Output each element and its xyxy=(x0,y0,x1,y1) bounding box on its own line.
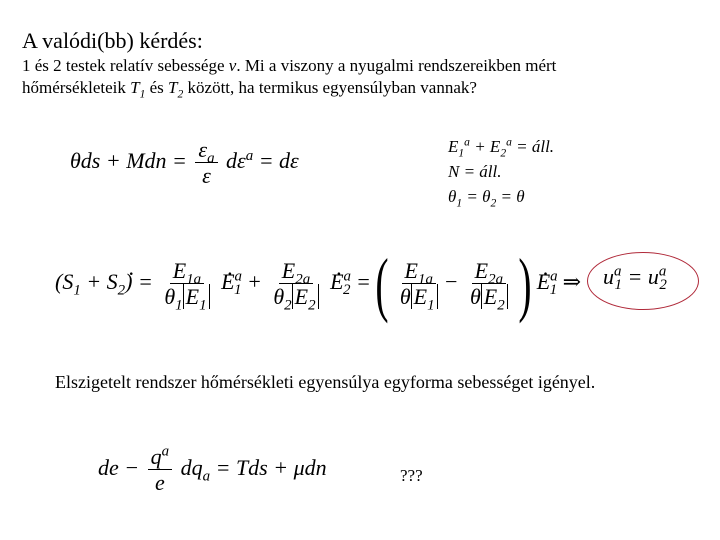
question-text: . Mi a viszony a nyugalmi rendszereikben mért xyxy=(236,56,557,75)
conclusion-text: Elszigetelt rendszer hőmérsékleti egyensúlya egyforma sebességet igényel. xyxy=(55,372,596,392)
velocity-symbol: v xyxy=(228,56,237,75)
question-marks: ??? xyxy=(400,466,423,485)
question-text: 1 és 2 testek relatív sebessége xyxy=(22,56,229,75)
conditions-list xyxy=(448,134,554,209)
fraction-epsilon: $\frac{\varepsilon_a}{\varepsilon}$ xyxy=(195,138,217,188)
temperature-t2: $T_2$ xyxy=(168,78,184,101)
condition-particle-number: N = áll. xyxy=(448,162,502,181)
fraction-1: $\frac{E_{1a}}{\theta_1 E_1}$ xyxy=(161,259,212,309)
question-line-1 xyxy=(22,56,556,76)
equation-entropy-rate: ($S_1 + S_2$. ) = $\frac{E_{1a}}{\theta_1 E_1}$ . $E^a_1$ + $\frac{E_{2a}}{\theta_2 E_2}$ . $E^a_2$ = ( $\frac{E_{1a}}{\theta E_1}$ − $\frac{E_{2a}}{\theta E_2}$ ) . $E^a_1$ ⇒ xyxy=(55,248,581,320)
fraction-q-e: $\frac{q^a}{e}$ xyxy=(148,445,172,495)
question-line-2 xyxy=(22,78,477,101)
question-text: és xyxy=(145,78,169,97)
slide-title: A valódi(bb) kérdés: xyxy=(22,28,203,53)
implies-arrow-icon: ⇒ xyxy=(562,269,582,295)
fraction-4: $\frac{E_{2a}}{\theta E_2}$ xyxy=(467,259,511,309)
temperature-t1: $T_1$ xyxy=(130,78,146,101)
equation-open-question: de − $\frac{q^a}{e}$ $dq_a$ = Tds + μdn xyxy=(98,443,327,496)
condition-temperature: $\theta_1 = \theta_2 = \theta$ xyxy=(448,187,525,210)
condition-energy: $E_1^a + E_2^a$ = áll. xyxy=(448,135,555,160)
question-text: hőmérsékleteik xyxy=(22,78,131,97)
equation-gibbs: θds + Mdn = $\frac{\varepsilon_a}{\varepsilon}$ $d\varepsilon^a = d\varepsilon$ xyxy=(70,137,299,189)
equation-velocity-equality: $u^a_1 = u^a_2$ xyxy=(603,263,667,294)
question-text: között, ha termikus egyensúlyban vannak? xyxy=(183,78,477,97)
fraction-2: $\frac{E_{2a}}{\theta_2 E_2}$ xyxy=(270,259,321,309)
fraction-3: $\frac{E_{1a}}{\theta E_1}$ xyxy=(397,259,441,309)
